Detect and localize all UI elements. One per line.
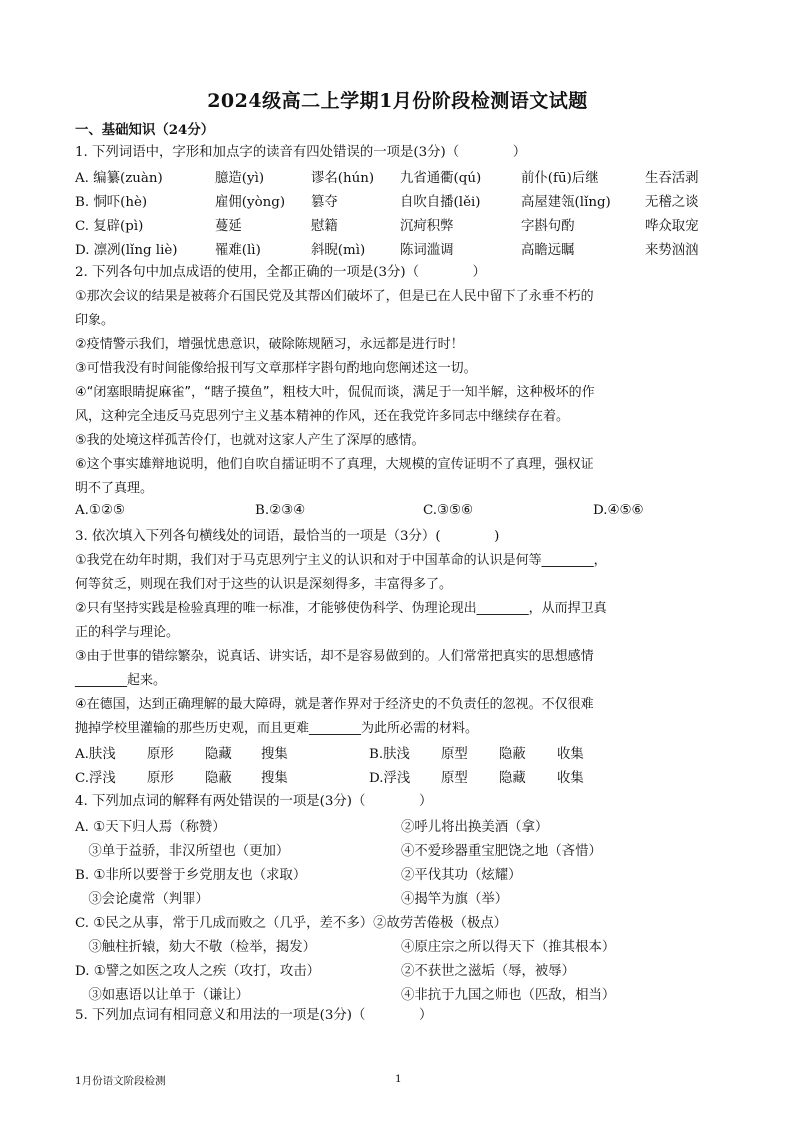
option-term: C. 复辟(pì) [75, 219, 144, 234]
option-row [75, 840, 725, 862]
option-term: 来势汹汹 [645, 243, 699, 258]
option-term: 慰籍 [311, 219, 338, 234]
option-item: B. ①非所以要誉于乡党朋友也（求取） [75, 868, 307, 883]
q2-sentence: ③可惜我没有时间能像给报刊写文章那样字斟句酌地向您阐述这一切。 [75, 361, 477, 376]
q3-sentence: ________起来。 [75, 673, 167, 688]
q3-sentence: ②只有坚持实践是检验真理的唯一标准，才能够使伪科学、伪理论现出________，从而捍卫真 [75, 601, 607, 616]
option-term: D. 凛冽(lǐng liè) [75, 243, 178, 258]
option-term: A. 编纂(zuàn) [75, 171, 163, 186]
option-term: 雇佣(yòng) [215, 195, 286, 210]
option-row [75, 912, 725, 934]
option-term: 沉疴积弊 [400, 219, 454, 234]
q2-sentence: ④“闭塞眼睛捉麻雀”，“瞎子摸鱼”，粗枝大叶，侃侃而谈，满足于一知半解，这种极坏的作 [75, 385, 595, 400]
option-d: D.④⑤⑥ [593, 503, 644, 518]
option-term: 无稽之谈 [645, 195, 699, 210]
option-item: ②平伐其功（炫耀） [401, 868, 522, 883]
option-term: 生吞活剥 [645, 171, 699, 186]
option-item: ③单于益骄，非汉所望也（更加） [75, 844, 290, 859]
option-word: 隐藏 [499, 771, 526, 786]
option-word: 搜集 [261, 747, 288, 762]
option-word: 搜集 [261, 771, 288, 786]
q3-sentence: ①我党在幼年时期，我们对于马克思列宁主义的认识和对于中国革命的认识是何等________， [75, 553, 607, 568]
option-word: 隐藏 [205, 747, 232, 762]
option-row [75, 215, 725, 237]
page-number: 1 [395, 1073, 402, 1085]
option-word: 原形 [147, 771, 174, 786]
option-term: 高屋建瓴(lǐng) [521, 195, 611, 210]
question-2-stem: 2. 下列各句中加点成语的使用，全都正确的一项是(3分)（ ） [75, 265, 486, 280]
q2-sentence: ①那次会议的结果是被蒋介石国民党及其帮凶们破坏了，但是已在人民中留下了永垂不朽的 [75, 289, 594, 304]
q2-sentence: ⑤我的处境这样孤苦伶仃，也就对这家人产生了深厚的感情。 [75, 433, 425, 448]
option-term: 陈词滥调 [400, 243, 454, 258]
q2-sentence: ⑥这个事实雄辩地说明，他们自吹自擂证明不了真理，大规模的宣传证明不了真理，强权证 [75, 457, 594, 472]
option-term: B. 恫吓(hè) [75, 195, 148, 210]
option-row [75, 888, 725, 910]
option-a: A.①②⑤ [75, 503, 125, 518]
option-item: ④不爱珍器重宝肥饶之地（吝惜） [401, 844, 602, 859]
q3-sentence: ③由于世事的错综繁杂，说真话、讲实话，却不是容易做到的。人们常常把真实的思想感情 [75, 649, 594, 664]
option-item: ④原庄宗之所以得天下（推其根本） [401, 940, 616, 955]
option-item: ④揭竿为旗（举） [401, 892, 509, 907]
option-row [75, 960, 725, 982]
option-item: ②不获世之滋垢（辱，被辱） [401, 964, 576, 979]
option-word: A.肤浅 [75, 747, 116, 762]
option-word: 原形 [147, 747, 174, 762]
option-term: 哗众取宠 [645, 219, 699, 234]
question-3-stem: 3. 依次填入下列各句横线处的词语，最恰当的一项是（3分）( ) [75, 529, 500, 544]
question-4-stem: 4. 下列加点词的解释有两处错误的一项是(3分)（ ） [75, 794, 433, 809]
option-term: 前仆(fū)后继 [521, 171, 599, 186]
option-word: B.肤浅 [369, 747, 410, 762]
option-word: 收集 [557, 771, 584, 786]
option-row [75, 743, 725, 765]
q2-sentence: 风，这种完全违反马克思列宁主义基本精神的作风，还在我党许多同志中继续存在着。 [75, 409, 570, 424]
section-heading: 一、基础知识（24分） [75, 122, 215, 138]
option-item: ③如惠语以让单于（谦让） [75, 988, 250, 1003]
q2-sentence: 明不了真理。 [75, 481, 154, 496]
option-term: 臆造(yì) [215, 171, 265, 186]
q2-sentence: 印象。 [75, 313, 115, 328]
option-term: 九省通衢(qú) [400, 171, 482, 186]
option-item: ③触柱折辕，劾大不敬（检举，揭发） [75, 940, 317, 955]
option-item: D. ①譬之如医之攻人之疾（攻打，攻击） [75, 964, 321, 979]
question-1-stem: 1. 下列词语中，字形和加点字的读音有四处错误的一项是(3分)（ ） [75, 145, 527, 160]
option-word: D.浮浅 [369, 771, 411, 786]
option-word: 收集 [557, 747, 584, 762]
option-row [75, 936, 725, 958]
option-word: C.浮浅 [75, 771, 116, 786]
q3-sentence: ④在德国，达到正确理解的最大障碍，就是著作界对于经济史的不负责任的忽视。不仅很难 [75, 697, 594, 712]
option-c: C.③⑤⑥ [423, 503, 474, 518]
option-word: 隐蔽 [205, 771, 232, 786]
option-row [75, 239, 725, 261]
option-word: 原型 [441, 747, 468, 762]
option-item: ④非抗于九国之师也（匹敌，相当） [401, 988, 616, 1003]
option-b: B.②③④ [255, 503, 306, 518]
option-term: 自吹自播(lěi) [400, 195, 481, 210]
option-term: 高瞻远瞩 [521, 243, 575, 258]
q3-sentence: 正的科学与理论。 [75, 625, 180, 640]
option-term: 蔓延 [215, 219, 242, 234]
option-row [75, 767, 725, 789]
question-2-options [75, 503, 725, 525]
option-word: 隐蔽 [499, 747, 526, 762]
option-row [75, 984, 725, 1006]
option-term: 罹难(lì) [215, 243, 261, 258]
q2-sentence: ②疫情警示我们，增强忧患意识，破除陈规陋习，永远都是进行时！ [75, 337, 464, 352]
option-item: ③会论虞常（判罪） [75, 892, 209, 907]
option-row [75, 167, 725, 189]
option-row [75, 864, 725, 886]
option-term: 谬名(hún) [311, 171, 375, 186]
q3-sentence: 何等贫乏，则现在我们对于这些的认识是深刻得多，丰富得多了。 [75, 577, 453, 592]
question-5-stem: 5. 下列加点词有相同意义和用法的一项是(3分)（ ） [75, 1008, 433, 1023]
option-word: 原型 [441, 771, 468, 786]
option-row [75, 191, 725, 213]
option-term: 字斟句酌 [521, 219, 575, 234]
option-term: 篡夺 [311, 195, 338, 210]
option-row [75, 816, 725, 838]
option-item: C. ①民之从事，常于几成而败之（几乎，差不多）②故劳苦倦极（极点） [75, 916, 508, 931]
page-title: 2024级高二上学期1月份阶段检测语文试题 [207, 90, 588, 112]
option-item: ②呼儿将出换美酒（拿） [401, 820, 549, 835]
option-term: 斜睨(mì) [311, 243, 366, 258]
q3-sentence: 抛掉学校里灌输的那些历史观，而且更难________为此所必需的材料。 [75, 721, 479, 736]
option-item: A. ①天下归人焉（称赞） [75, 820, 226, 835]
footer-label: 1月份语文阶段检测 [75, 1075, 166, 1087]
